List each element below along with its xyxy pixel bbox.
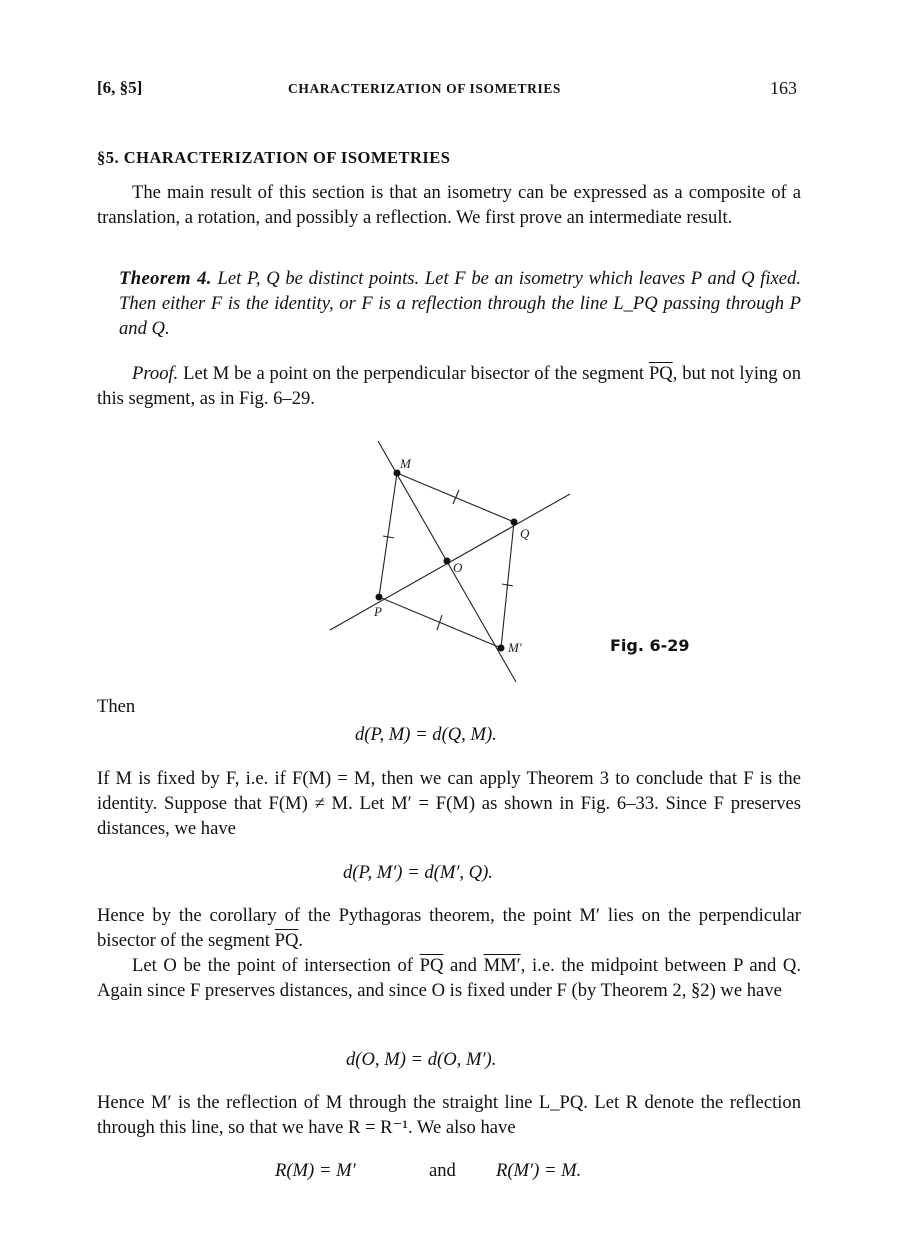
point-p <box>376 594 383 601</box>
paragraph-4-text-b: , i.e. the midpoint between P and Q. Again since F preserves distances, and since O is fixed under F (by Theorem 2, §2) we have <box>97 955 801 1001</box>
segment-mm-prime: MM′ <box>483 955 521 976</box>
intro-paragraph: The main result of this section is that an isometry can be expressed as a composite of a translation, a rotation, and possibly a reflection. We first prove an intermediate result. <box>97 182 801 228</box>
page-number: 163 <box>770 78 797 98</box>
equation-2: d(P, M′) = d(M′, Q). <box>343 862 493 883</box>
figure-caption: Fig. 6-29 <box>610 636 690 655</box>
proof-label: Proof. <box>132 363 179 384</box>
theorem-label: Theorem 4. <box>119 268 212 289</box>
paragraph-3: Hence by the corollary of the Pythagoras theorem, the point M′ lies on the perpendicular bisector of the segment $\overline{PQ}$. <box>97 905 801 951</box>
paragraph-3-text: Hence by the corollary of the Pythagoras theorem, the point M′ lies on the perpendicular bisector of the segment <box>97 905 801 951</box>
tick-mp <box>383 536 394 538</box>
point-q <box>511 519 518 526</box>
paragraph-5: Hence M′ is the reflection of M through the straight line L_PQ. Let R denote the reflection through this line, so that we have R = R⁻¹. We also have <box>97 1092 801 1138</box>
label-o: O <box>453 560 463 575</box>
label-m: M <box>400 456 411 471</box>
equation-1: d(P, M) = d(Q, M). <box>355 724 497 745</box>
segment-pq-2: $\overline{PQ}$ <box>274 930 299 951</box>
equation-4-right: R(M′) = M. <box>496 1160 582 1181</box>
proof-paragraph <box>97 361 801 411</box>
paragraph-4 <box>97 953 801 1003</box>
paragraph-4-text-a: Let O be the point of intersection of <box>132 955 413 976</box>
then-text: Then <box>97 696 136 717</box>
equation-4-and: and <box>429 1160 456 1181</box>
proof-text-a: Let M be a point on the perpendicular bisector of the segment <box>183 363 645 384</box>
running-title: CHARACTERIZATION OF ISOMETRIES <box>288 81 562 96</box>
header-section-ref: [6, §5] <box>97 78 143 97</box>
label-p: P <box>374 604 382 619</box>
figure-6-29 <box>320 438 580 688</box>
point-m-prime <box>498 645 505 652</box>
segment-pq-3: $\overline{PQ}$ <box>419 955 444 976</box>
segment-mp <box>379 473 397 597</box>
paragraph-2: If M is fixed by F, i.e. if F(M) = M, then we can apply Theorem 3 to conclude that F is the identity. Suppose that F(M) ≠ M. Let M′ = F(M) as shown in Fig. 6–33. Since F preserves distances, we have <box>97 768 801 839</box>
proof-text-b: , but not lying on this segment, as in Fig. 6–29. <box>97 363 802 409</box>
equation-3: d(O, M) = d(O, M′). <box>346 1049 497 1070</box>
segment-pq: $\overline{PQ}$ <box>648 363 673 384</box>
label-q: Q <box>520 526 530 541</box>
section-heading: §5. CHARACTERIZATION OF ISOMETRIES <box>97 148 451 167</box>
theorem-4 <box>119 266 801 341</box>
equation-4-left: R(M) = M′ <box>275 1160 356 1181</box>
point-o <box>444 558 451 565</box>
paragraph-4-and: and <box>450 955 477 976</box>
theorem-text: Let P, Q be distinct points. Let F be an isometry which leaves P and Q fixed. Then either F is the identity, or F is a reflection through the line L_PQ passing through P and Q. <box>119 268 801 339</box>
label-m-prime: M′ <box>508 640 522 655</box>
